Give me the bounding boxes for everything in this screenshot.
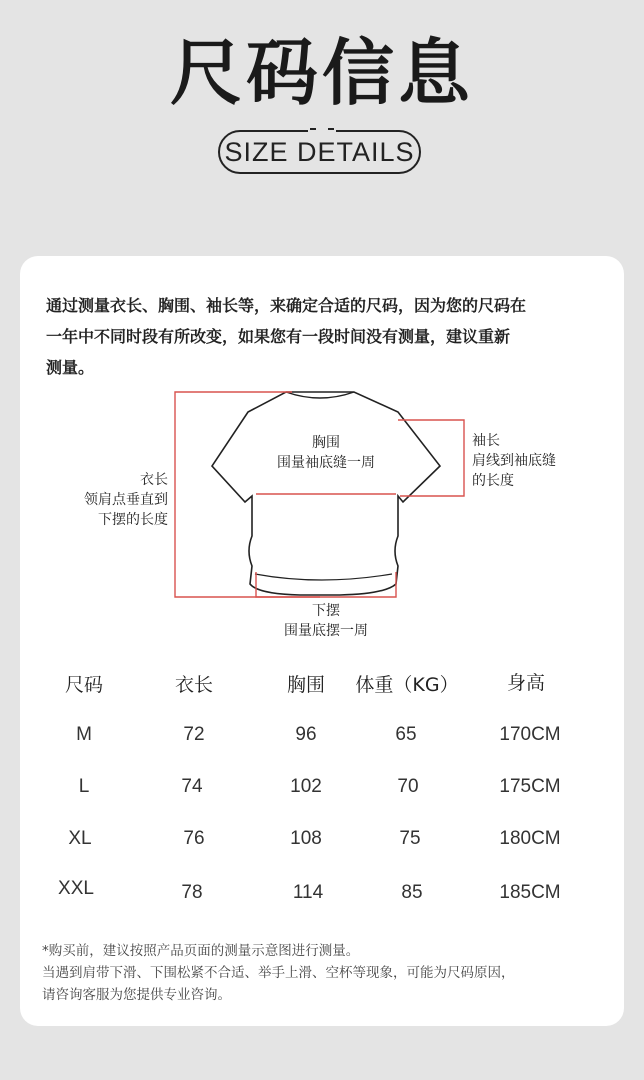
length-label (40, 470, 168, 530)
sleeve-desc: 肩线到袖底缝 (472, 453, 556, 469)
table-cell: M (76, 724, 92, 745)
intro-line: 通过测量衣长、胸围、袖长等，来确定合适的尺码，因为您的尺码在 (46, 296, 527, 315)
table-cell: 96 (295, 724, 317, 745)
size-info-card (20, 256, 624, 1026)
table-cell: 76 (183, 828, 205, 849)
table-cell: 75 (399, 828, 421, 849)
table-header: 身高 (506, 672, 545, 694)
table-cell: 175CM (499, 776, 561, 797)
table-header: 衣长 (174, 674, 213, 696)
table-header: 胸围 (286, 674, 325, 696)
footer-band (0, 1044, 644, 1080)
table-cell: XL (68, 828, 92, 849)
table-cell: 70 (397, 776, 419, 797)
notes (42, 940, 612, 1006)
table-cell: 108 (290, 828, 322, 849)
table-header: 体重（KG） (355, 674, 459, 696)
table-cell: 78 (181, 882, 203, 903)
note-line: 请咨询客服为您提供专业咨询。 (42, 987, 231, 1003)
badge-notch-decoration (308, 124, 336, 134)
page-title: 尺码信息 (169, 31, 474, 115)
table-cell: 65 (395, 724, 417, 745)
chest-label (256, 433, 396, 473)
table-cell: 185CM (499, 882, 561, 903)
note-line: 当遇到肩带下滑、下围松紧不合适、举手上滑、空杯等现象，可能为尺码原因， (42, 965, 515, 981)
table-cell: 72 (183, 724, 205, 745)
table-header: 尺码 (64, 674, 103, 696)
length-desc: 领肩点垂直到 (84, 492, 168, 508)
table-cell: 85 (401, 882, 423, 903)
length-desc: 下摆的长度 (98, 512, 168, 528)
header (0, 0, 644, 235)
intro-line: 一年中不同时段有所改变，如果您有一段时间没有测量，建议重新 (46, 327, 511, 346)
intro-line: 测量。 (46, 358, 95, 377)
table-cell: 180CM (499, 828, 561, 849)
table-cell: 74 (181, 776, 203, 797)
hem-desc: 围量底摆一周 (284, 623, 368, 639)
measurement-diagram (20, 386, 624, 646)
table-cell: XXL (58, 878, 94, 899)
sleeve-label (472, 431, 602, 491)
table-cell: 114 (292, 882, 324, 903)
note-line: *购买前，建议按照产品页面的测量示意图进行测量。 (42, 943, 360, 959)
length-title: 衣长 (140, 472, 168, 488)
chest-desc: 围量袖底缝一周 (277, 455, 375, 471)
chest-title: 胸围 (312, 435, 340, 451)
intro-text (46, 290, 606, 383)
table-cell: 102 (290, 776, 322, 797)
hem-label (256, 601, 396, 641)
sleeve-title: 袖长 (472, 433, 500, 449)
sleeve-desc: 的长度 (472, 473, 514, 489)
subtitle-badge: SIZE DETAILS (218, 130, 421, 174)
table-cell: L (78, 776, 90, 797)
hem-title: 下摆 (312, 603, 340, 619)
table-cell: 170CM (499, 724, 561, 745)
